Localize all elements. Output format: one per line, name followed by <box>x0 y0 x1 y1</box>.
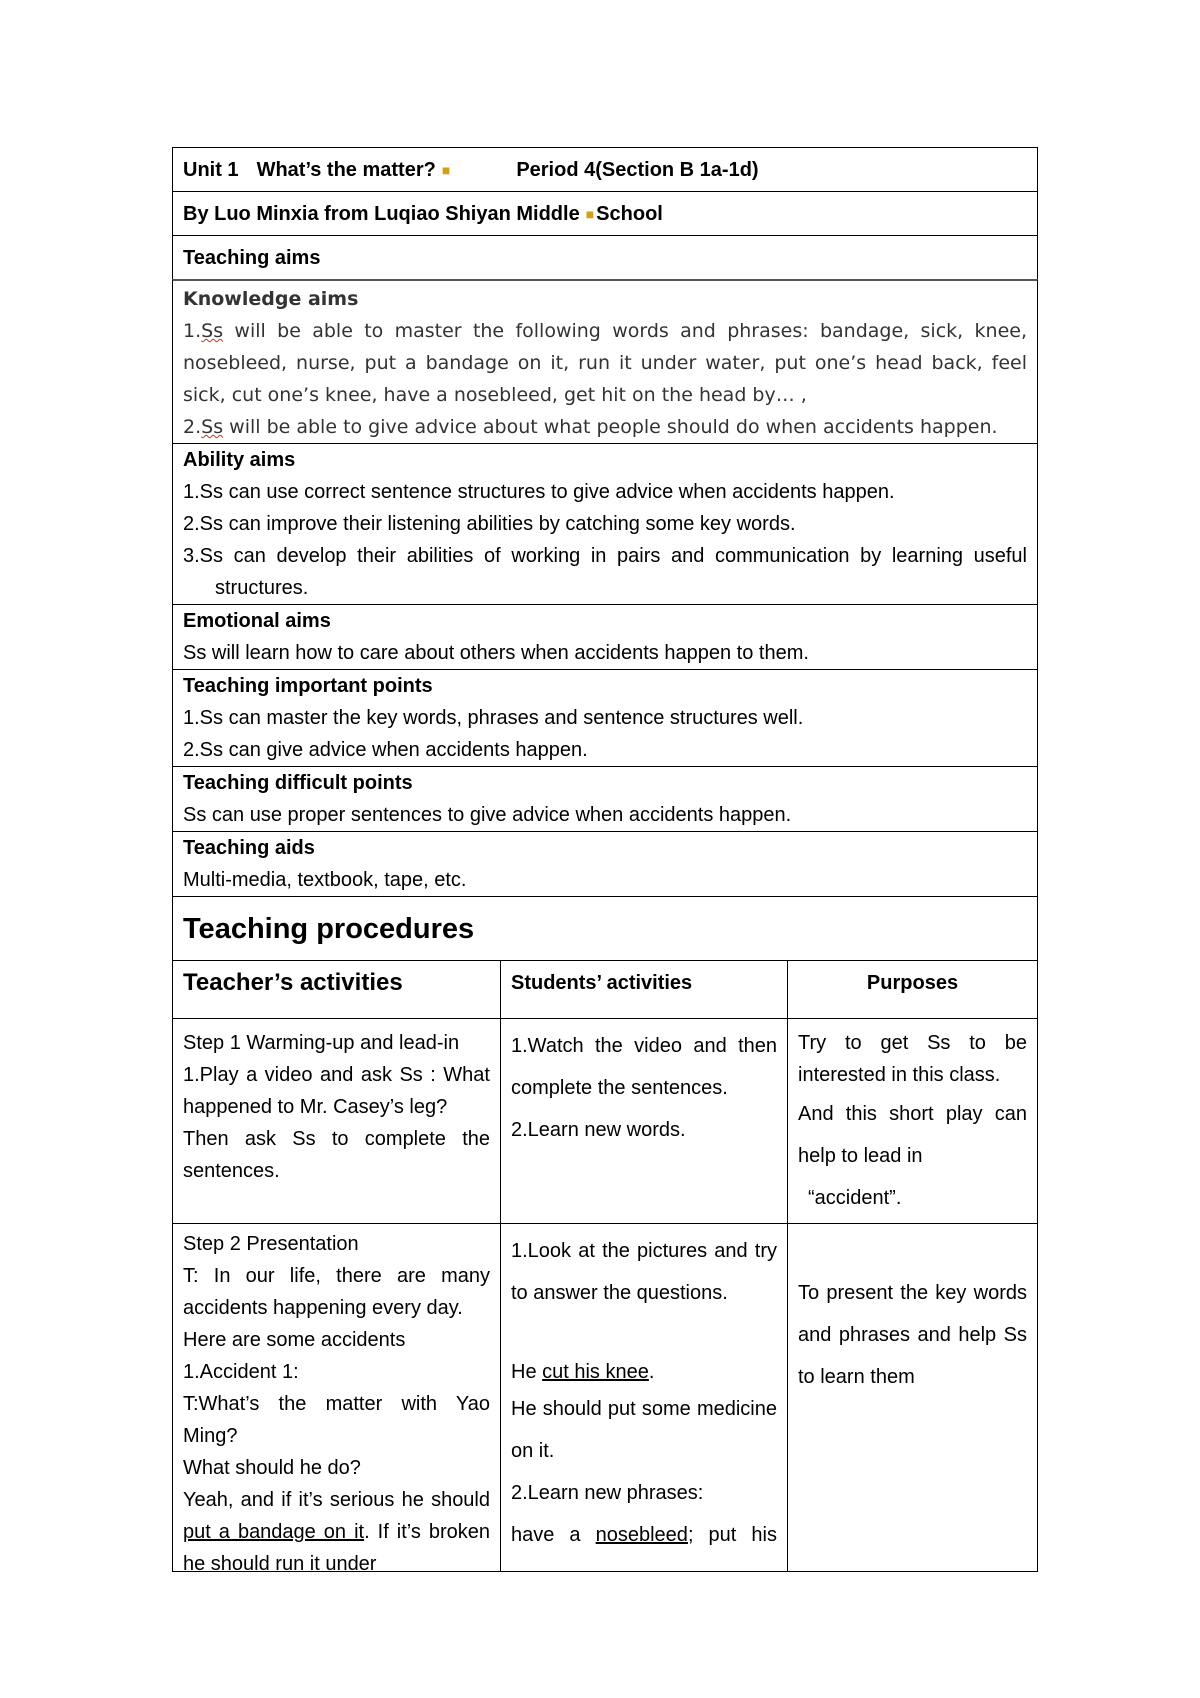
step2-teacher-line: What should he do? <box>183 1457 361 1479</box>
unit-header <box>172 147 1038 191</box>
ability-aim-3-cont: structures. <box>215 577 309 599</box>
step1-purpose-line: Try to get Ss to be interested in this class. <box>798 1032 1027 1086</box>
step2-student-line <box>511 1514 777 1556</box>
step2-student-line <box>511 1356 777 1388</box>
text-part: Yeah, and if it’s serious he should <box>183 1489 490 1511</box>
underlined-phrase: run it under <box>275 1553 377 1571</box>
knowledge-aim-1 <box>183 315 1027 411</box>
difficult-points <box>172 766 1038 831</box>
item-text: will be able to master the following words and phrases: bandage, sick, knee, nosebleed, nurse, put a bandage on it, run it under water, put one’s head back, feel sick, cut one’s knee, have a nosebleed, get hit on the head by… , <box>183 320 1027 406</box>
ability-aim-2: 2.Ss can improve their listening abilities by catching some key words. <box>183 513 796 535</box>
item-number: 2. <box>183 416 202 438</box>
school-text: School <box>596 202 663 225</box>
knowledge-aims-title: Knowledge aims <box>183 288 359 310</box>
ability-aims <box>172 443 1038 604</box>
item-number: 1. <box>183 320 202 342</box>
text-part: He <box>511 1361 543 1383</box>
marker-dot: ■ <box>585 205 595 222</box>
author-row <box>172 191 1038 235</box>
step1-student-line: 2.Learn new words. <box>511 1119 686 1141</box>
teaching-aims-heading <box>172 235 1038 279</box>
col-students-header: Students’ activities <box>501 961 788 1018</box>
step2-purposes <box>788 1224 1037 1571</box>
step1-student-line: 1.Watch the video and then complete the sentences. <box>511 1035 777 1099</box>
step1-row <box>172 1018 1038 1223</box>
procedures-header-row <box>172 960 1038 1018</box>
spellcheck-word: Ss <box>201 320 224 342</box>
step2-teacher-line <box>183 1484 490 1571</box>
knowledge-aims <box>172 279 1038 443</box>
col-teacher-header: Teacher’s activities <box>173 961 501 1018</box>
step2-student-line: 1.Look at the pictures and try to answer the questions. <box>511 1240 777 1304</box>
ability-aim-3: 3.Ss can develop their abilities of working in pairs and communication by learning useful <box>183 545 1027 567</box>
ability-aims-title: Ability aims <box>183 449 296 471</box>
important-point-1: 1.Ss can master the key words, phrases and sentence structures well. <box>183 707 804 729</box>
important-points <box>172 669 1038 766</box>
step2-teacher-line: Step 2 Presentation <box>183 1233 359 1255</box>
text-part: . <box>648 1361 655 1383</box>
step2-row <box>172 1223 1038 1572</box>
step1-teacher-line: 1.Play a video and ask Ss : What happened to Mr. Casey’s leg? <box>183 1064 490 1118</box>
step2-student-line: He should put some medicine on it. <box>511 1398 777 1462</box>
spellcheck-word: Ss <box>201 416 224 438</box>
underlined-phrase: cut his knee <box>542 1361 649 1383</box>
step1-teacher-line: Step 1 Warming-up and lead-in <box>183 1032 460 1054</box>
step2-teacher <box>173 1224 501 1571</box>
teaching-aids <box>172 831 1038 896</box>
step1-teacher-line: Then ask Ss to complete the sentences. <box>183 1128 490 1182</box>
section-title: Teaching aims <box>183 246 321 269</box>
step2-students <box>501 1224 788 1571</box>
emotional-aims <box>172 604 1038 669</box>
step2-student-line: 2.Learn new phrases: <box>511 1482 704 1504</box>
teaching-aids-title: Teaching aids <box>183 837 315 859</box>
underlined-phrase: nosebleed <box>595 1524 688 1546</box>
unit-label: Unit 1 <box>183 158 239 181</box>
unit-title: What’s the matter? <box>256 158 436 181</box>
step1-purposes <box>788 1019 1037 1223</box>
step1-teacher <box>173 1019 501 1223</box>
lesson-plan-table <box>172 147 1038 1572</box>
important-point-2: 2.Ss can give advice when accidents happen. <box>183 739 588 761</box>
step2-teacher-line: T:What’s the matter with Yao Ming? <box>183 1393 490 1447</box>
procedures-title: Teaching procedures <box>183 912 475 945</box>
step2-purpose-text: To present the key words and phrases and help Ss to learn them <box>798 1282 1027 1388</box>
marker-dot: ■ <box>441 161 451 178</box>
difficult-points-title: Teaching difficult points <box>183 772 413 794</box>
important-points-title: Teaching important points <box>183 675 433 697</box>
step2-teacher-line: T: In our life, there are many accidents happening every day. <box>183 1265 490 1319</box>
step1-purpose-line: “accident”. <box>808 1187 902 1209</box>
step1-purpose-line: And this short play can help to lead in <box>798 1103 1027 1167</box>
item-text: will be able to give advice about what people should do when accidents happen. <box>223 416 998 438</box>
period-label: Period 4(Section B 1a-1d) <box>516 158 759 181</box>
knowledge-aim-2 <box>183 411 1027 443</box>
text-part: . If it’s broken he should <box>183 1521 491 1571</box>
step2-teacher-line: 1.Accident 1: <box>183 1361 299 1383</box>
underlined-phrase: put a bandage on it <box>183 1521 365 1543</box>
emotional-aims-title: Emotional aims <box>183 610 331 632</box>
emotional-aim-text: Ss will learn how to care about others when accidents happen to them. <box>183 642 809 664</box>
col-purposes-header: Purposes <box>866 972 959 994</box>
author-text: By Luo Minxia from Luqiao Shiyan Middle <box>183 202 580 225</box>
step1-students <box>501 1019 788 1223</box>
teaching-aids-text: Multi-media, textbook, tape, etc. <box>183 869 467 891</box>
step2-teacher-line: Here are some accidents <box>183 1329 406 1351</box>
difficult-point-text: Ss can use proper sentences to give advice when accidents happen. <box>183 804 792 826</box>
text-part: have a <box>511 1524 596 1546</box>
ability-aim-1: 1.Ss can use correct sentence structures to give advice when accidents happen. <box>183 481 895 503</box>
procedures-heading <box>172 896 1038 960</box>
text-part: ; put his <box>687 1524 777 1546</box>
